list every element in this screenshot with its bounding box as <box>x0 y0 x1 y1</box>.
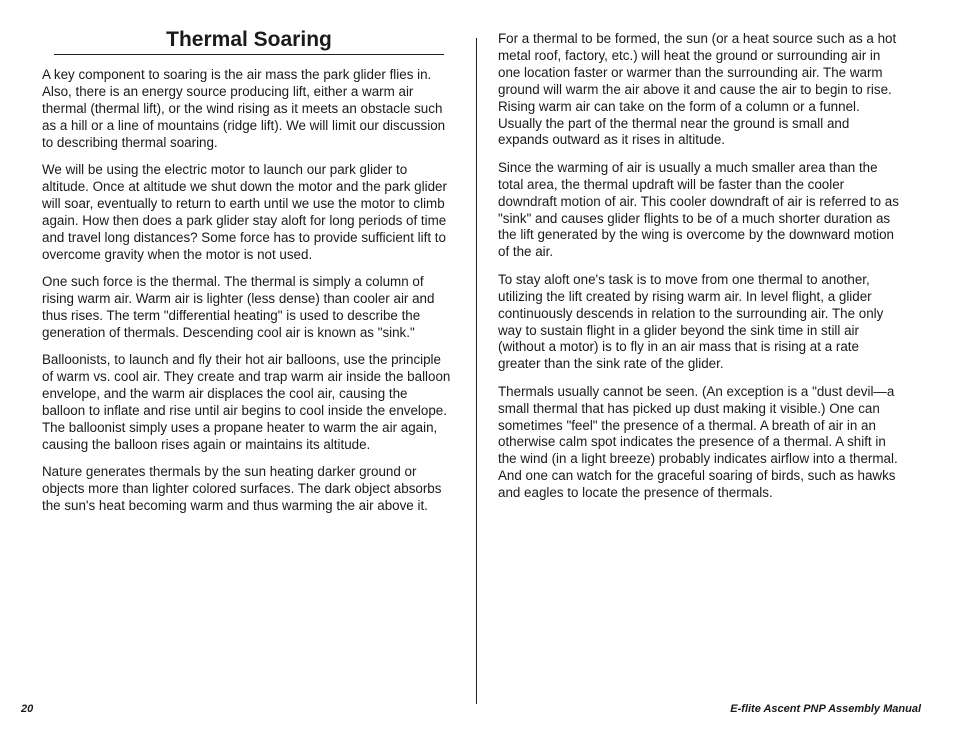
body-paragraph: One such force is the thermal. The thermal is simply a column of rising warm air. Warm air is lighter (less dense) than cooler air and thus rises. The term "differential heating" is used to describe the generation of thermals. Descending cool air is known as "sink." <box>42 273 435 340</box>
body-paragraph: We will be using the electric motor to launch our park glider to altitude. Once at altitude we shut down the motor and the park glider will soar, eventually to return to earth until we use the motor to climb again. How then does a park glider stay aloft for long periods of time and travel long distances? Some force has to provide sufficient lift to overcome gravity when the motor is not used. <box>42 162 447 262</box>
column-divider <box>476 38 477 704</box>
left-column <box>42 67 452 525</box>
body-paragraph: To stay aloft one's task is to move from one thermal to another, utilizing the lift created by rising warm air. In level flight, a glider continuously descends in relation to the surrounding air. The only way to sustain flight in a glider beyond the sink time in still air (without a motor) is to fly in an air mass that is rising at a rate greater than the sink rate of the glider. <box>498 271 884 372</box>
title-underline <box>54 54 444 55</box>
page-number: 20 <box>21 703 34 715</box>
manual-title: E-flite Ascent PNP Assembly Manual <box>730 703 921 715</box>
body-paragraph: Since the warming of air is usually a much smaller area than the total area, the thermal updraft will be faster than the cooler downdraft motion of air. This cooler downdraft of air is referred to as "sink" and causes glider flights to be of a much shorter duration as the lift generated by the wing is overcome by the downward motion of the air. <box>498 159 899 260</box>
body-paragraph: Balloonists, to launch and fly their hot air balloons, use the principle of warm vs. cool air. They create and trap warm air inside the balloon envelope, and the warm air displaces the cool air, causing the balloon to inflate and rise until air begins to cool inside the envelope. The balloonist simply uses a propane heater to warm the air again, causing the balloon rises again or maintains its altitude. <box>42 352 451 452</box>
body-paragraph: Nature generates thermals by the sun heating darker ground or objects more than lighter colored surfaces. The dark object absorbs the sun's heat becoming warm and thus warming the air above it. <box>42 464 442 513</box>
body-paragraph: For a thermal to be formed, the sun (or a heat source such as a hot metal roof, factory, etc.) will heat the ground or surrounding air in one location faster or warmer than the surrounding air. The warm ground will warm the air above it and cause the air to begin to rise. Rising warm air can take on the form of a column or a funnel. Usually the part of the thermal near the ground is small and expands outward as it rises in altitude. <box>498 31 897 148</box>
body-paragraph: A key component to soaring is the air mass the park glider flies in. Also, there is an energy source producing lift, either a warm air thermal (thermal lift), or the wind rising as it meets an obstacle such as a hill or a line of mountains (ridge lift). We will limit our discussion to describing thermal soaring. <box>42 67 446 150</box>
body-paragraph: Thermals usually cannot be seen. (An exception is a "dust devil—a small thermal that has picked up dust making it visible.) One can sometimes "feel" the presence of a thermal. A breath of air in an otherwise calm spot indicates the presence of a thermal. A shift in the wind (in a light breeze) probably indicates airflow into a thermal. And one can watch for the graceful soaring of birds, such as hawks and eagles to locate the presence of thermals. <box>498 383 898 501</box>
right-column <box>498 31 902 513</box>
page-title: Thermal Soaring <box>166 28 332 51</box>
